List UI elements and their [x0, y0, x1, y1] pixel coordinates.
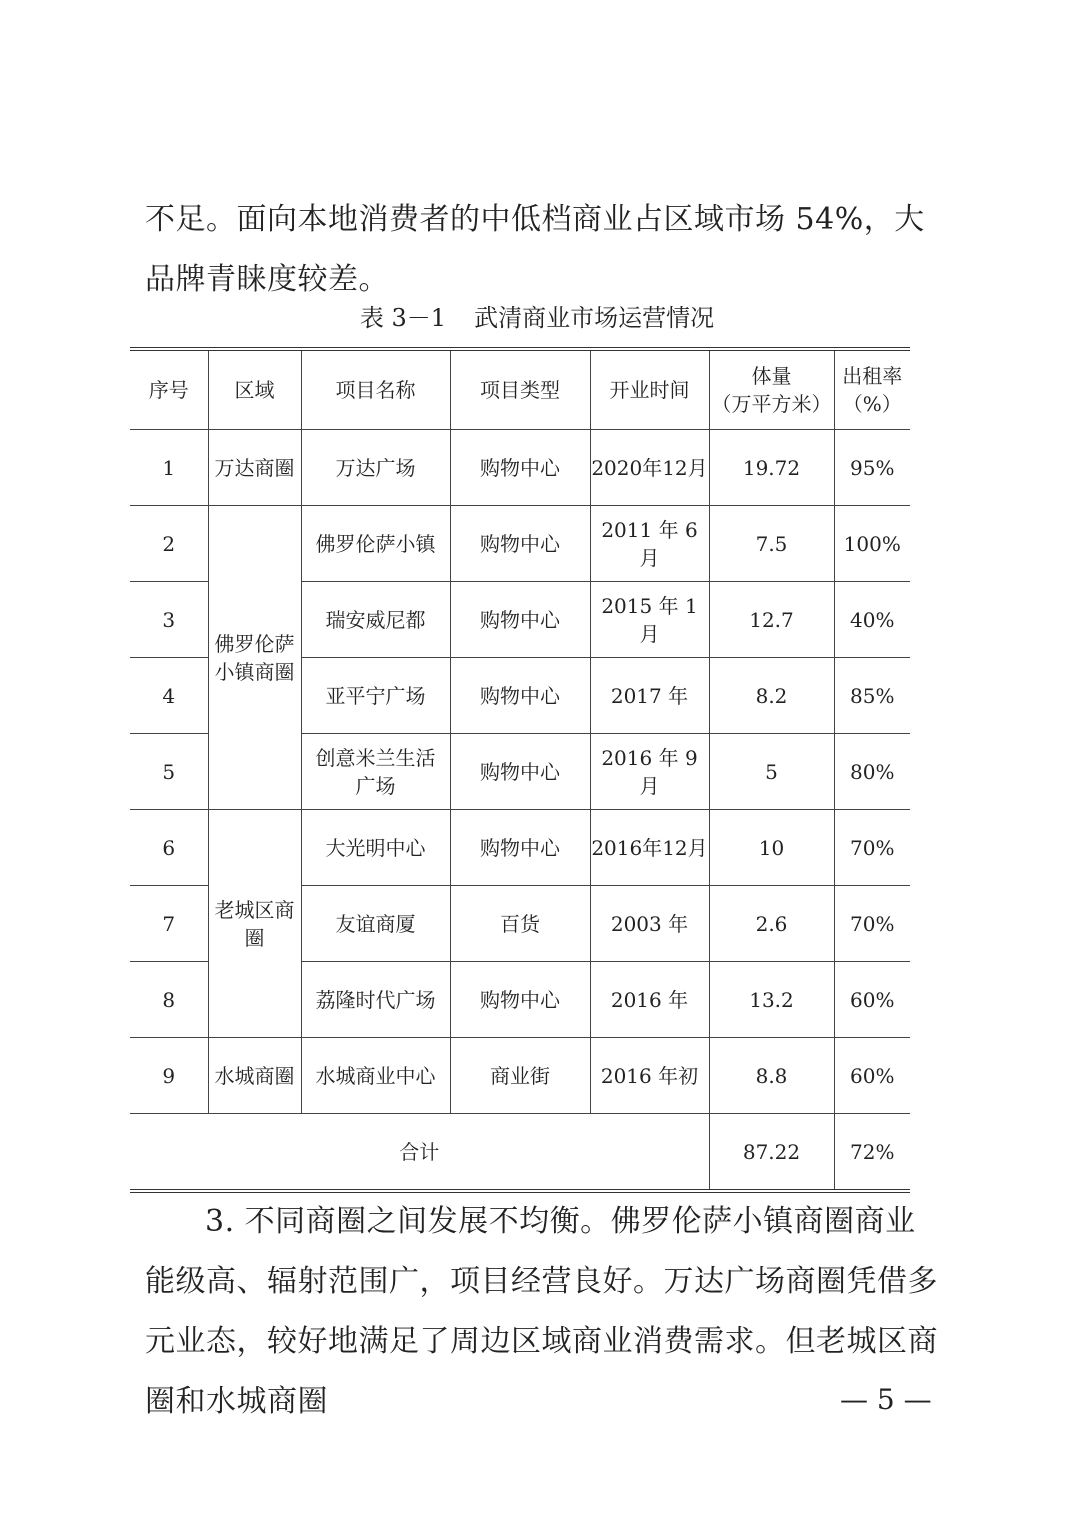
cell-open: 2016年12月 [590, 810, 709, 886]
header-volume-line2: （万平方米） [711, 392, 832, 416]
cell-seq: 9 [130, 1038, 208, 1114]
cell-volume: 19.72 [709, 430, 834, 506]
cell-name: 万达广场 [301, 430, 450, 506]
cell-occupancy: 70% [834, 886, 910, 962]
header-name: 项目名称 [301, 349, 450, 430]
header-occupancy-line2: （%） [842, 392, 902, 416]
cell-name: 水城商业中心 [301, 1038, 450, 1114]
table-title: 武清商业市场运营情况 [474, 304, 715, 332]
cell-type: 百货 [450, 886, 590, 962]
cell-seq: 7 [130, 886, 208, 962]
cell-occupancy: 85% [834, 658, 910, 734]
table-row [130, 1038, 910, 1114]
cell-type: 购物中心 [450, 506, 590, 582]
header-occupancy [834, 349, 910, 430]
header-type: 项目类型 [450, 349, 590, 430]
cell-open: 2016 年 [590, 962, 709, 1038]
cell-open: 2016 年 9 月 [590, 734, 709, 810]
header-volume [709, 349, 834, 430]
cell-seq: 6 [130, 810, 208, 886]
cell-seq: 4 [130, 658, 208, 734]
header-occupancy-line1: 出租率 [842, 364, 903, 388]
cell-seq: 5 [130, 734, 208, 810]
cell-area: 老城区商圈 [208, 810, 301, 1038]
cell-seq: 8 [130, 962, 208, 1038]
table-row [130, 430, 910, 506]
cell-name: 荔隆时代广场 [301, 962, 450, 1038]
cell-occupancy: 95% [834, 430, 910, 506]
cell-type: 购物中心 [450, 962, 590, 1038]
cell-volume: 12.7 [709, 582, 834, 658]
cell-open: 2020年12月 [590, 430, 709, 506]
cell-occupancy: 70% [834, 810, 910, 886]
cell-open: 2015 年 1 月 [590, 582, 709, 658]
cell-volume: 7.5 [709, 506, 834, 582]
body-paragraph-top: 不足。面向本地消费者的中低档商业占区域市场 54%，大品牌青睐度较差。 [145, 202, 925, 297]
cell-volume: 8.8 [709, 1038, 834, 1114]
header-seq: 序号 [130, 349, 208, 430]
cell-type: 商业街 [450, 1038, 590, 1114]
header-open: 开业时间 [590, 349, 709, 430]
cell-name: 创意米兰生活广场 [301, 734, 450, 810]
cell-type: 购物中心 [450, 430, 590, 506]
cell-area: 万达商圈 [208, 430, 301, 506]
table-row [130, 506, 910, 582]
cell-seq: 1 [130, 430, 208, 506]
cell-volume: 2.6 [709, 886, 834, 962]
cell-occupancy: 100% [834, 506, 910, 582]
cell-volume: 10 [709, 810, 834, 886]
table-number: 表 3－1 [359, 304, 447, 332]
body-paragraph-bottom: 3. 不同商圈之间发展不均衡。佛罗伦萨小镇商圈商业能级高、辐射范围广，项目经营良好。万达广场商圈凭借多元业态，较好地满足了周边区域商业消费需求。但老城区商圈和水城商圈 [145, 1204, 938, 1419]
table-row [130, 810, 910, 886]
table-header-row [130, 349, 910, 430]
cell-volume: 5 [709, 734, 834, 810]
cell-volume: 13.2 [709, 962, 834, 1038]
cell-type: 购物中心 [450, 582, 590, 658]
cell-name: 佛罗伦萨小镇 [301, 506, 450, 582]
total-occupancy: 72% [834, 1114, 910, 1192]
cell-name: 瑞安威尼都 [301, 582, 450, 658]
cell-occupancy: 80% [834, 734, 910, 810]
page-number: — 5 — [840, 1383, 932, 1416]
cell-open: 2003 年 [590, 886, 709, 962]
cell-occupancy: 60% [834, 962, 910, 1038]
cell-area: 水城商圈 [208, 1038, 301, 1114]
cell-occupancy: 60% [834, 1038, 910, 1114]
cell-type: 购物中心 [450, 734, 590, 810]
total-label: 合计 [130, 1114, 709, 1192]
cell-open: 2016 年初 [590, 1038, 709, 1114]
cell-seq: 2 [130, 506, 208, 582]
cell-area: 佛罗伦萨小镇商圈 [208, 506, 301, 810]
header-volume-line1: 体量 [751, 364, 792, 388]
cell-open: 2017 年 [590, 658, 709, 734]
table-total-row [130, 1114, 910, 1192]
cell-name: 大光明中心 [301, 810, 450, 886]
cell-type: 购物中心 [450, 810, 590, 886]
cell-open: 2011 年 6 月 [590, 506, 709, 582]
header-area: 区域 [208, 349, 301, 430]
cell-name: 亚平宁广场 [301, 658, 450, 734]
market-operation-table [130, 347, 910, 1193]
cell-occupancy: 40% [834, 582, 910, 658]
cell-type: 购物中心 [450, 658, 590, 734]
cell-seq: 3 [130, 582, 208, 658]
cell-name: 友谊商厦 [301, 886, 450, 962]
total-volume: 87.22 [709, 1114, 834, 1192]
table-caption [0, 298, 1074, 338]
cell-volume: 8.2 [709, 658, 834, 734]
